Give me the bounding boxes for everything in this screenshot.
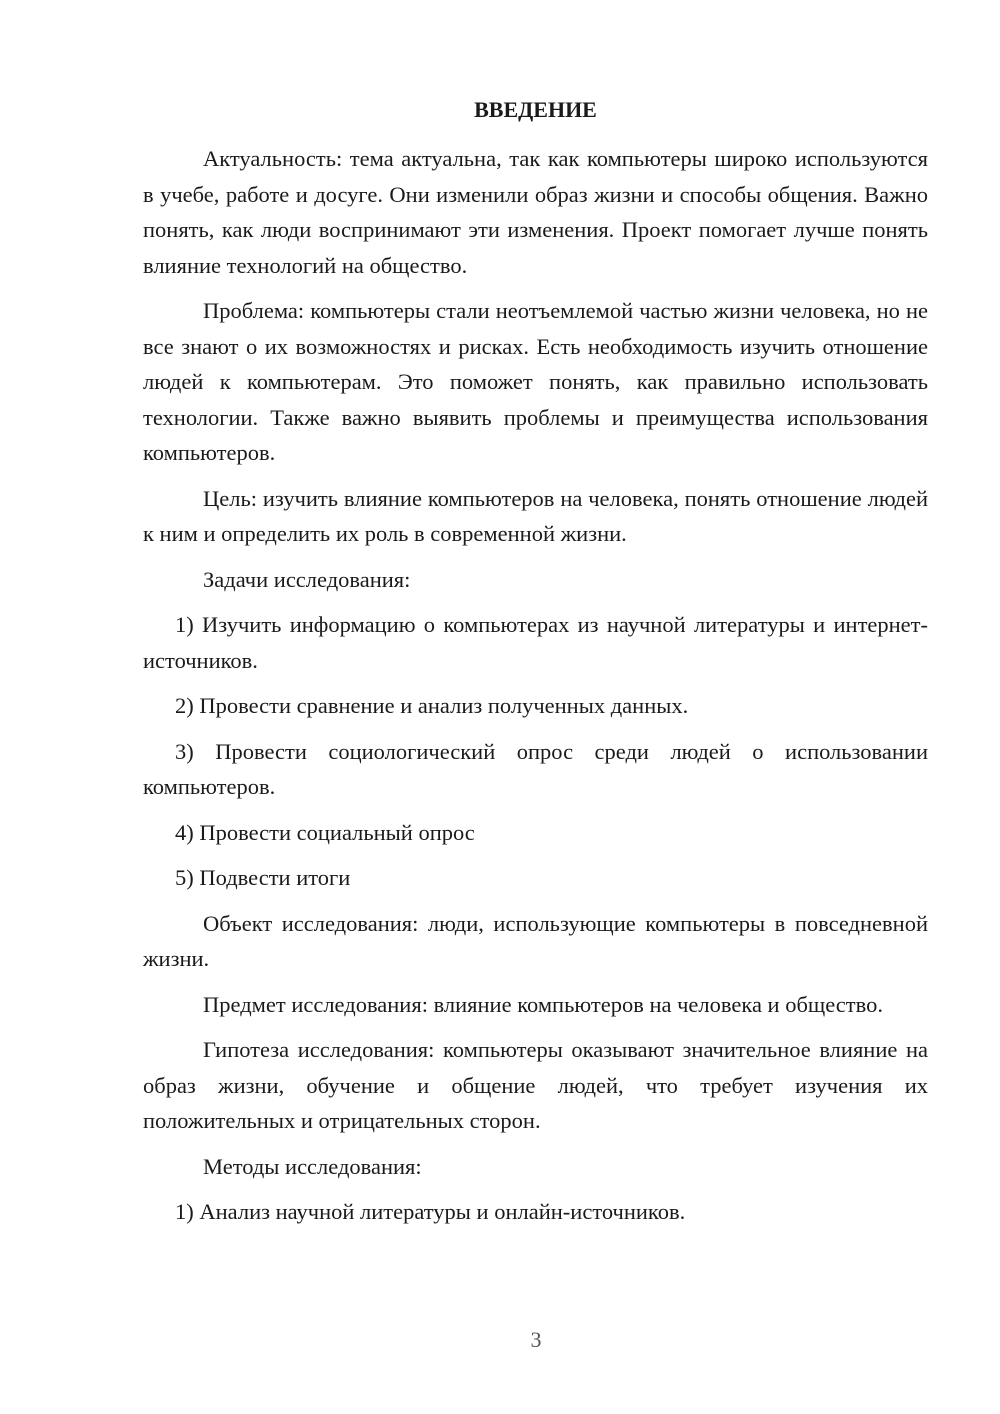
list-item-method-1: 1) Анализ научной литературы и онлайн-источников. — [175, 1199, 686, 1224]
paragraph-hypothesis: Гипотеза исследования: компьютеры оказывают значительное влияние на образ жизни, обучение и общение людей, что требует изучения их положительных и отрицательных сторон. — [143, 1037, 928, 1133]
list-item-task-4: 4) Провести социальный опрос — [175, 819, 475, 845]
document-page — [143, 92, 928, 1240]
paragraph-tasks-heading: Задачи исследования: — [203, 566, 411, 592]
list-item-task-5: 5) Подвести итоги — [175, 865, 351, 890]
paragraph-subject: Предмет исследования: влияние компьютеров на человека и общество. — [203, 991, 883, 1017]
paragraph-object: Объект исследования: люди, использующие компьютеры в повседневной жизни. — [143, 910, 928, 971]
page-number: 3 — [530, 1327, 542, 1352]
list-item-task-2: 2) Провести сравнение и анализ полученных данных. — [175, 693, 689, 718]
list-item-task-1: 1) Изучить информацию о компьютерах из научной литературы и интернет-источников. — [143, 612, 928, 673]
list-item-task-3: 3) Провести социологический опрос среди людей о использовании компьютеров. — [143, 738, 928, 799]
paragraph-relevance: Актуальность: тема актуальна, так как компьютеры широко используются в учебе, работе и досуге. Они изменили образ жизни и способы общения. Важно понять, как люди воспринимают эти изменения. Проект помогает лучше понять влияние технологий на общество. — [143, 146, 928, 278]
paragraph-problem: Проблема: компьютеры стали неотъемлемой частью жизни человека, но не все знают о их возможностях и рисках. Есть необходимость изучить отношение людей к компьютерам. Это поможет понять, как правильно использовать технологии. Также важно выявить проблемы и преимущества использования компьютеров. — [143, 298, 928, 465]
paragraph-methods-heading: Методы исследования: — [203, 1153, 422, 1179]
section-title: ВВЕДЕНИЕ — [474, 97, 597, 122]
paragraph-goal: Цель: изучить влияние компьютеров на человека, понять отношение людей к ним и определить их роль в современной жизни. — [143, 485, 928, 546]
